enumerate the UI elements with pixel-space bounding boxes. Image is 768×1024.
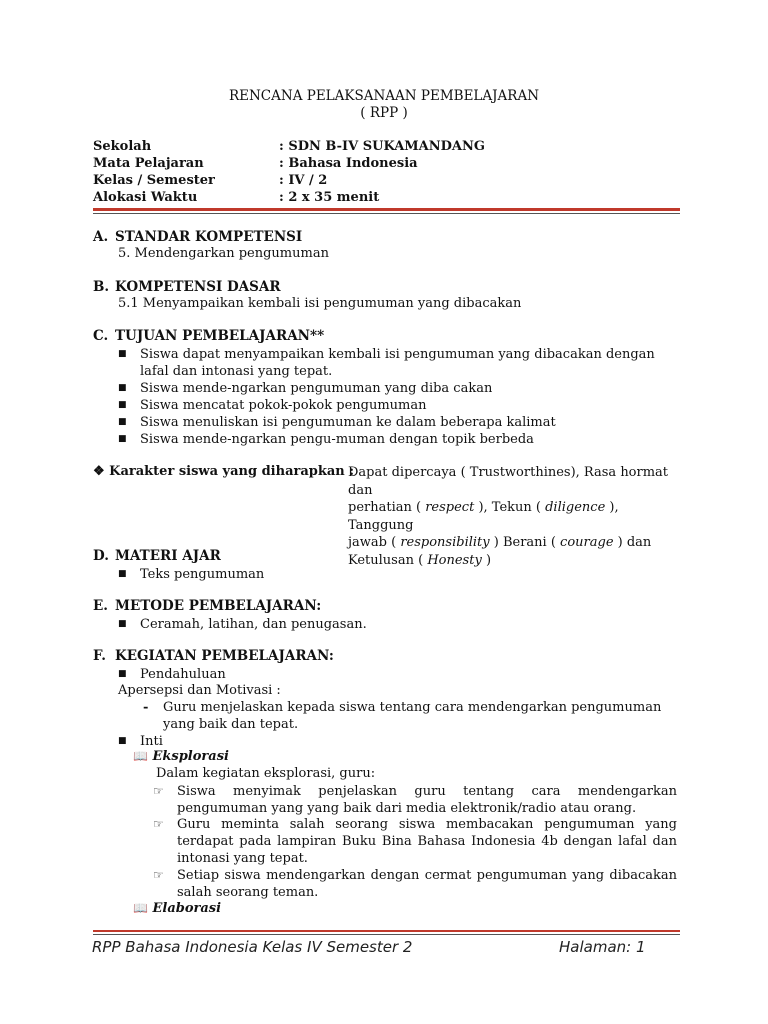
section-a-heading bbox=[93, 229, 302, 245]
section-f-heading bbox=[93, 648, 334, 664]
section-title: KEGIATAN PEMBELAJARAN: bbox=[115, 648, 334, 664]
info-value: : SDN B-IV SUKAMANDANG bbox=[279, 139, 486, 154]
info-value: : IV / 2 bbox=[279, 173, 328, 188]
square-bullet-icon: ■ bbox=[118, 736, 127, 746]
info-key: Kelas / Semester bbox=[93, 173, 215, 188]
info-kelas-semester bbox=[93, 173, 693, 190]
karakter-text bbox=[348, 464, 678, 569]
square-bullet-icon: ■ bbox=[118, 619, 127, 629]
footer-rule-thin bbox=[93, 934, 680, 935]
section-title: METODE PEMBELAJARAN: bbox=[115, 598, 322, 614]
apersepsi-label: Apersepsi dan Motivasi : bbox=[118, 683, 281, 698]
eksplorasi-intro: Dalam kegiatan eksplorasi, guru: bbox=[156, 766, 376, 781]
section-title: STANDAR KOMPETENSI bbox=[115, 229, 303, 245]
list-item: ■ Siswa dapat menyampaikan kembali isi pengumuman yang dibacakan dengan lafal dan intonasi yang tepat. bbox=[118, 347, 655, 379]
elaborasi-heading: 📖 Elaborasi bbox=[133, 901, 222, 916]
section-e-heading bbox=[93, 598, 321, 614]
karakter-line: Ketulusan ( Honesty ) bbox=[348, 552, 492, 568]
eksplorasi-heading: 📖 Eksplorasi bbox=[133, 749, 229, 764]
section-title: KOMPETENSI DASAR bbox=[115, 279, 281, 295]
info-alokasi-waktu bbox=[93, 190, 693, 207]
pointing-hand-icon: ☞ bbox=[153, 868, 164, 882]
section-letter: C. bbox=[93, 328, 109, 344]
document-title: RENCANA PELAKSANAAN PEMBELAJARAN bbox=[228, 88, 540, 104]
header-rule-thin bbox=[93, 213, 680, 214]
square-bullet-icon: ■ bbox=[118, 349, 127, 359]
section-b-item: 5.1 Menyampaikan kembali isi pengumuman yang dibacakan bbox=[118, 296, 522, 311]
footer-left: RPP Bahasa Indonesia Kelas IV Semester 2 bbox=[92, 938, 413, 956]
section-b-heading bbox=[93, 279, 281, 295]
pointing-hand-icon: ☞ bbox=[153, 784, 164, 798]
info-key: Mata Pelajaran bbox=[93, 156, 204, 171]
square-bullet-icon: ■ bbox=[118, 569, 127, 579]
footer-rule-thick bbox=[93, 930, 680, 932]
info-value: : 2 x 35 menit bbox=[279, 190, 380, 205]
section-letter: D. bbox=[93, 548, 109, 564]
square-bullet-icon: ■ bbox=[118, 669, 127, 679]
karakter-label: ❖ Karakter siswa yang diharapkan : bbox=[93, 464, 355, 479]
section-letter: B. bbox=[93, 279, 110, 295]
square-bullet-icon: ■ bbox=[118, 400, 127, 410]
karakter-line: Dapat dipercaya ( Trustworthines), Rasa hormat dan bbox=[348, 465, 669, 498]
karakter-line: jawab ( responsibility ) Berani ( courage ) dan bbox=[348, 535, 652, 550]
pointing-hand-icon: ☞ bbox=[153, 817, 164, 831]
section-a-item: 5. Mendengarkan pengumuman bbox=[118, 246, 329, 261]
info-mata-pelajaran bbox=[93, 156, 693, 173]
karakter-line: perhatian ( respect ), Tekun ( diligence ), Tanggung bbox=[348, 500, 619, 533]
info-key: Alokasi Waktu bbox=[93, 190, 198, 205]
book-icon: 📖 bbox=[133, 749, 148, 763]
footer-page-number: Halaman: 1 bbox=[559, 938, 646, 956]
document-subtitle: ( RPP ) bbox=[360, 105, 408, 121]
info-value: : Bahasa Indonesia bbox=[279, 156, 418, 171]
section-letter: F. bbox=[93, 648, 106, 664]
header-rule-thick bbox=[93, 208, 680, 211]
square-bullet-icon: ■ bbox=[118, 434, 127, 444]
section-letter: E. bbox=[93, 598, 108, 614]
section-title: TUJUAN PEMBELAJARAN** bbox=[115, 328, 325, 344]
square-bullet-icon: ■ bbox=[118, 417, 127, 427]
section-title: MATERI AJAR bbox=[115, 548, 221, 564]
info-sekolah bbox=[93, 139, 693, 156]
info-key: Sekolah bbox=[93, 139, 152, 154]
square-bullet-icon: ■ bbox=[118, 383, 127, 393]
book-icon: 📖 bbox=[133, 901, 148, 915]
section-letter: A. bbox=[93, 229, 109, 245]
section-d-heading bbox=[93, 548, 221, 564]
dash-bullet-icon: - bbox=[143, 700, 149, 715]
section-c-heading bbox=[93, 328, 324, 344]
